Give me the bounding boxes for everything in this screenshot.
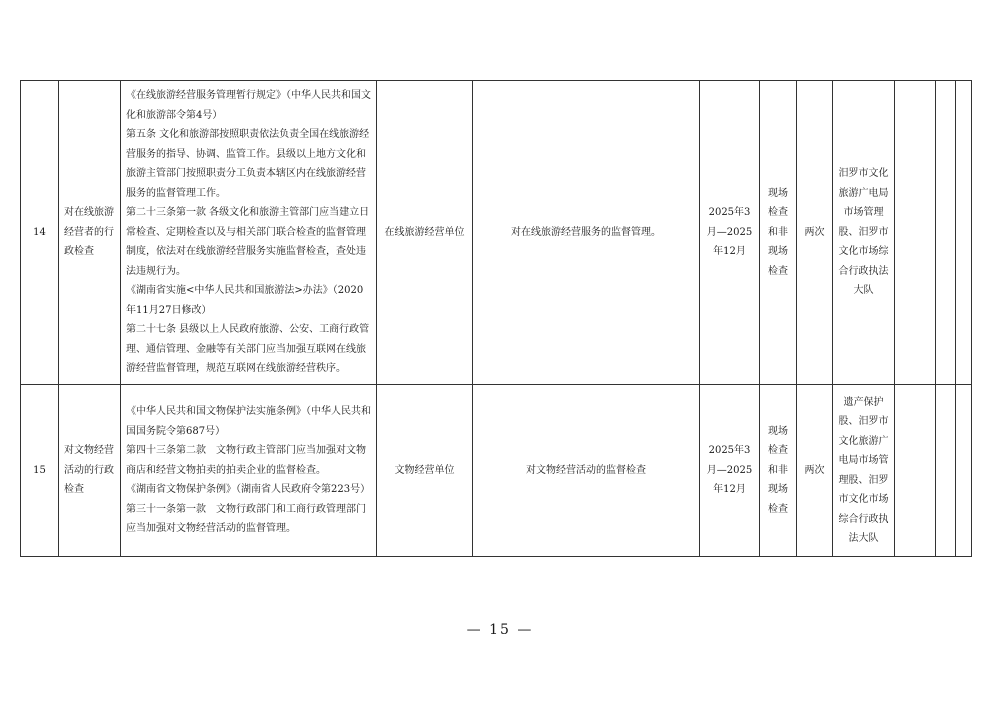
legal-basis xyxy=(121,385,377,557)
empty-cell xyxy=(895,81,936,385)
empty-cell xyxy=(956,81,972,385)
empty-cell xyxy=(956,385,972,557)
inspection-time: 2025年3月—2025年12月 xyxy=(700,81,760,385)
responsible-department: 汨罗市文化旅游广电局市场管理股、汨罗市文化市场综合行政执法大队 xyxy=(833,81,895,385)
basis-paragraph: 《中华人民共和国文物保护法实施条例》（中华人民共和国国务院令第687号） xyxy=(126,406,371,437)
legal-basis xyxy=(121,81,377,385)
table-row xyxy=(21,385,972,557)
inspection-count: 两次 xyxy=(797,81,833,385)
basis-paragraph: 第四十三条第二款 文物行政主管部门应当加强对文物商店和经营文物拍卖的拍卖企业的监督检查。 xyxy=(126,445,366,476)
empty-cell xyxy=(936,81,956,385)
inspection-content: 对在线旅游经营服务的监督管理。 xyxy=(473,81,700,385)
inspection-item-name: 对文物经营活动的行政检查 xyxy=(59,385,121,557)
inspection-item-name: 对在线旅游经营者的行政检查 xyxy=(59,81,121,385)
row-number: 15 xyxy=(21,385,59,557)
row-number: 14 xyxy=(21,81,59,385)
basis-paragraph: 第五条 文化和旅游部按照职责依法负责全国在线旅游经营服务的指导、协调、监管工作。县级以上地方文化和旅游主管部门按照职责分工负责本辖区内在线旅游经营服务的监督管理工作。 xyxy=(126,129,370,199)
inspected-subject: 在线旅游经营单位 xyxy=(377,81,473,385)
inspected-subject: 文物经营单位 xyxy=(377,385,473,557)
inspection-count: 两次 xyxy=(797,385,833,557)
responsible-department: 遗产保护股、汨罗市文化旅游广电局市场管理股、汨罗市文化市场综合行政执法大队 xyxy=(833,385,895,557)
basis-paragraph: 《在线旅游经营服务管理暂行规定》（中华人民共和国文化和旅游部令第4号） xyxy=(126,90,371,121)
inspection-method: 现场检查和非现场检查 xyxy=(760,81,797,385)
basis-paragraph: 《湖南省文物保护条例》（湖南省人民政府令第223号） xyxy=(126,484,371,496)
page-number: — 15 — xyxy=(466,622,534,638)
inspection-table xyxy=(20,80,972,557)
empty-cell xyxy=(936,385,956,557)
basis-paragraph: 第三十一条第一款 文物行政部门和工商行政管理部门应当加强对文物经营活动的监督管理。 xyxy=(126,503,366,535)
basis-paragraph: 第二十七条 县级以上人民政府旅游、公安、工商行政管理、通信管理、金融等有关部门应当加强互联网在线旅游经营监督管理，规范互联网在线旅游经营秩序。 xyxy=(126,324,370,375)
inspection-method: 现场检查和非现场检查 xyxy=(760,385,797,557)
inspection-time: 2025年3月—2025年12月 xyxy=(700,385,760,557)
table-row xyxy=(21,81,972,385)
inspection-content: 对文物经营活动的监督检查 xyxy=(473,385,700,557)
basis-paragraph: 《湖南省实施<中华人民共和国旅游法>办法》（2020年11月27日修改） xyxy=(126,285,364,316)
basis-paragraph: 第二十三条第一款 各级文化和旅游主管部门应当建立日常检查、定期检查以及与相关部门联合检查的监督管理制度，依法对在线旅游经营服务实施监督检查，查处违法违规行为。 xyxy=(126,207,370,277)
empty-cell xyxy=(895,385,936,557)
